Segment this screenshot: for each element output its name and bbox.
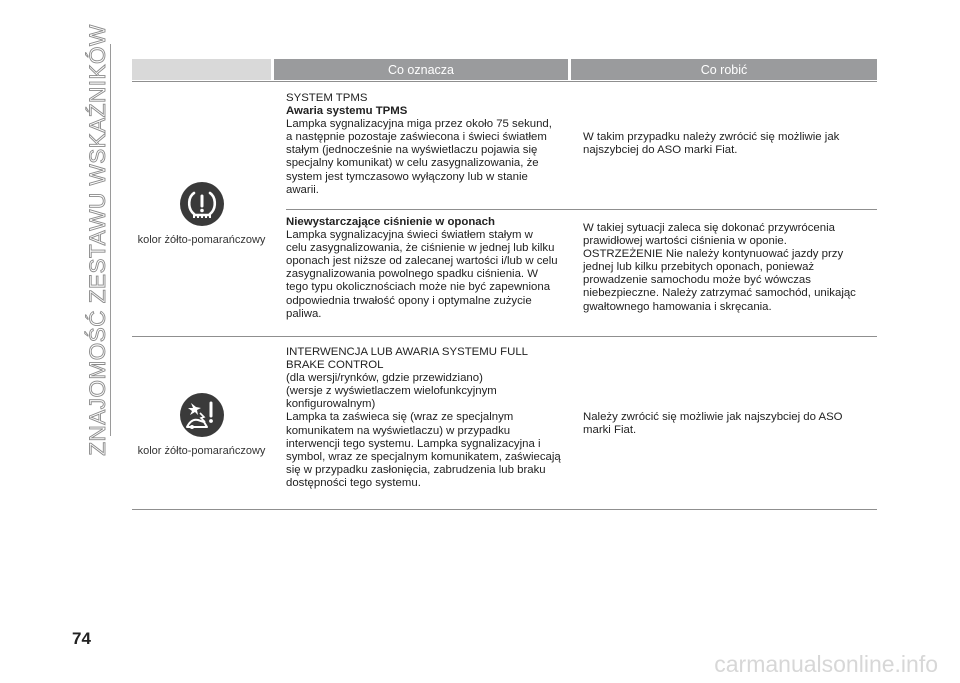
desc-line: specjalny komunikat) w celu zasygnalizowania, że [286, 157, 539, 170]
desc-line: system jest tymczasowo wyłączony lub w stanie [286, 170, 528, 183]
watermark: carmanualsonline.info [714, 651, 938, 677]
action-line: jednej lub kilku przebitych oponach, ponieważ [583, 261, 815, 274]
desc-line: tego typu okolicznościach może nie być zapewniona [286, 281, 551, 294]
desc-line: zasygnalizowania powolnego spadku ciśnienia. W [286, 268, 539, 281]
desc-line: (dla wersji/rynków, gdzie przewidziano) [286, 372, 483, 385]
action-line: najszybciej do ASO marki Fiat. [583, 144, 738, 157]
icon-color-caption: kolor żółto-pomarańczowy [137, 445, 266, 457]
action-line: niebezpieczne. Należy zatrzymać samochód, unikając [583, 287, 856, 300]
desc-line: stałym (jednocześnie na wyświetlaczu pojawia się [286, 144, 538, 157]
low-tire-pressure-description [286, 216, 571, 321]
chapter-side-title-text: ZNAJOMOŚĆ ZESTAWU WSKAŹNIKÓW [85, 24, 110, 456]
entry-subtitle: Awaria systemu TPMS [286, 105, 408, 118]
desc-line: Lampka sygnalizacyjna miga przez około 75 sekund, [286, 118, 552, 131]
desc-line: interwencji tego systemu. Lampka sygnalizacyjna i [286, 437, 541, 450]
warning-lights-table [132, 59, 877, 80]
action-line: W takim przypadku należy zwrócić się możliwie jak [583, 131, 840, 143]
action-line: W takiej sytuacji zaleca się dokonać przywrócenia [583, 222, 835, 234]
low-tire-pressure-action [583, 222, 873, 314]
row-divider [132, 336, 877, 337]
header-action: Co robić [571, 59, 877, 80]
table-row-fbc-icon-cell [132, 393, 271, 457]
action-line: marki Fiat. [583, 424, 637, 437]
desc-line: odpowiednia trwałość opony i optymalne zużycie [286, 294, 532, 307]
desc-line: INTERWENCJA LUB AWARIA SYSTEMU FULL [286, 346, 528, 358]
action-line: prawidłowej wartości ciśnienia w oponie. [583, 235, 787, 248]
tpms-failure-description [286, 92, 571, 197]
entry-title: SYSTEM TPMS [286, 92, 368, 104]
page-number: 74 [72, 629, 91, 648]
full-brake-control-failure-icon [180, 393, 224, 437]
tpms-failure-action [583, 131, 873, 157]
entry-subtitle: Niewystarczające ciśnienie w oponach [286, 216, 495, 228]
desc-line: a następnie pozostaje zaświecona i świeci światłem [286, 131, 547, 144]
desc-line: (wersje z wyświetlaczem wielofunkcyjnym [286, 385, 497, 398]
desc-line: się w przypadku zasłonięcia, zabrudzenia lub braku [286, 463, 546, 476]
row-divider [132, 81, 877, 82]
desc-line: oponach jest niższe od zalecanej wartości i/lub w celu [286, 255, 558, 268]
side-divider [110, 44, 111, 436]
tire-pressure-warning-icon [180, 182, 224, 226]
action-line: Należy zwrócić się możliwie jak najszybciej do ASO [583, 411, 843, 423]
action-line: gwałtownego hamowania i skręcania. [583, 300, 772, 313]
entry-divider [286, 209, 877, 210]
desc-line: Lampka sygnalizacyjna świeci światłem stałym w [286, 229, 533, 242]
desc-line: komunikatem na wyświetlaczu) w przypadku [286, 424, 511, 437]
full-brake-control-description [286, 346, 571, 490]
action-line: OSTRZEŻENIE Nie należy kontynuować jazdy przy [583, 248, 844, 261]
desc-line: celu zasygnalizowania, że ciśnienie w jednej lub kilku [286, 242, 555, 255]
row-divider [132, 509, 877, 510]
desc-line: dostępności tego systemu. [286, 476, 421, 489]
icon-color-caption: kolor żółto-pomarańczowy [137, 234, 266, 246]
desc-line: Lampka ta zaświeca się (wraz ze specjalnym [286, 411, 514, 424]
header-meaning: Co oznacza [274, 59, 568, 80]
full-brake-control-action [583, 411, 873, 437]
desc-line: BRAKE CONTROL [286, 359, 384, 372]
action-line: prowadzenie samochodu może być wówczas [583, 274, 811, 287]
table-header [132, 59, 877, 80]
desc-line: konfigurowalnym) [286, 398, 376, 411]
table-row-tpms-icon-cell [132, 182, 271, 246]
desc-line: awarii. [286, 183, 319, 196]
header-blank-cell [132, 59, 271, 80]
desc-line: symbol, wraz ze specjalnym komunikatem, zaświecają [286, 450, 561, 463]
chapter-side-title [83, 24, 113, 456]
desc-line: paliwa. [286, 307, 322, 320]
